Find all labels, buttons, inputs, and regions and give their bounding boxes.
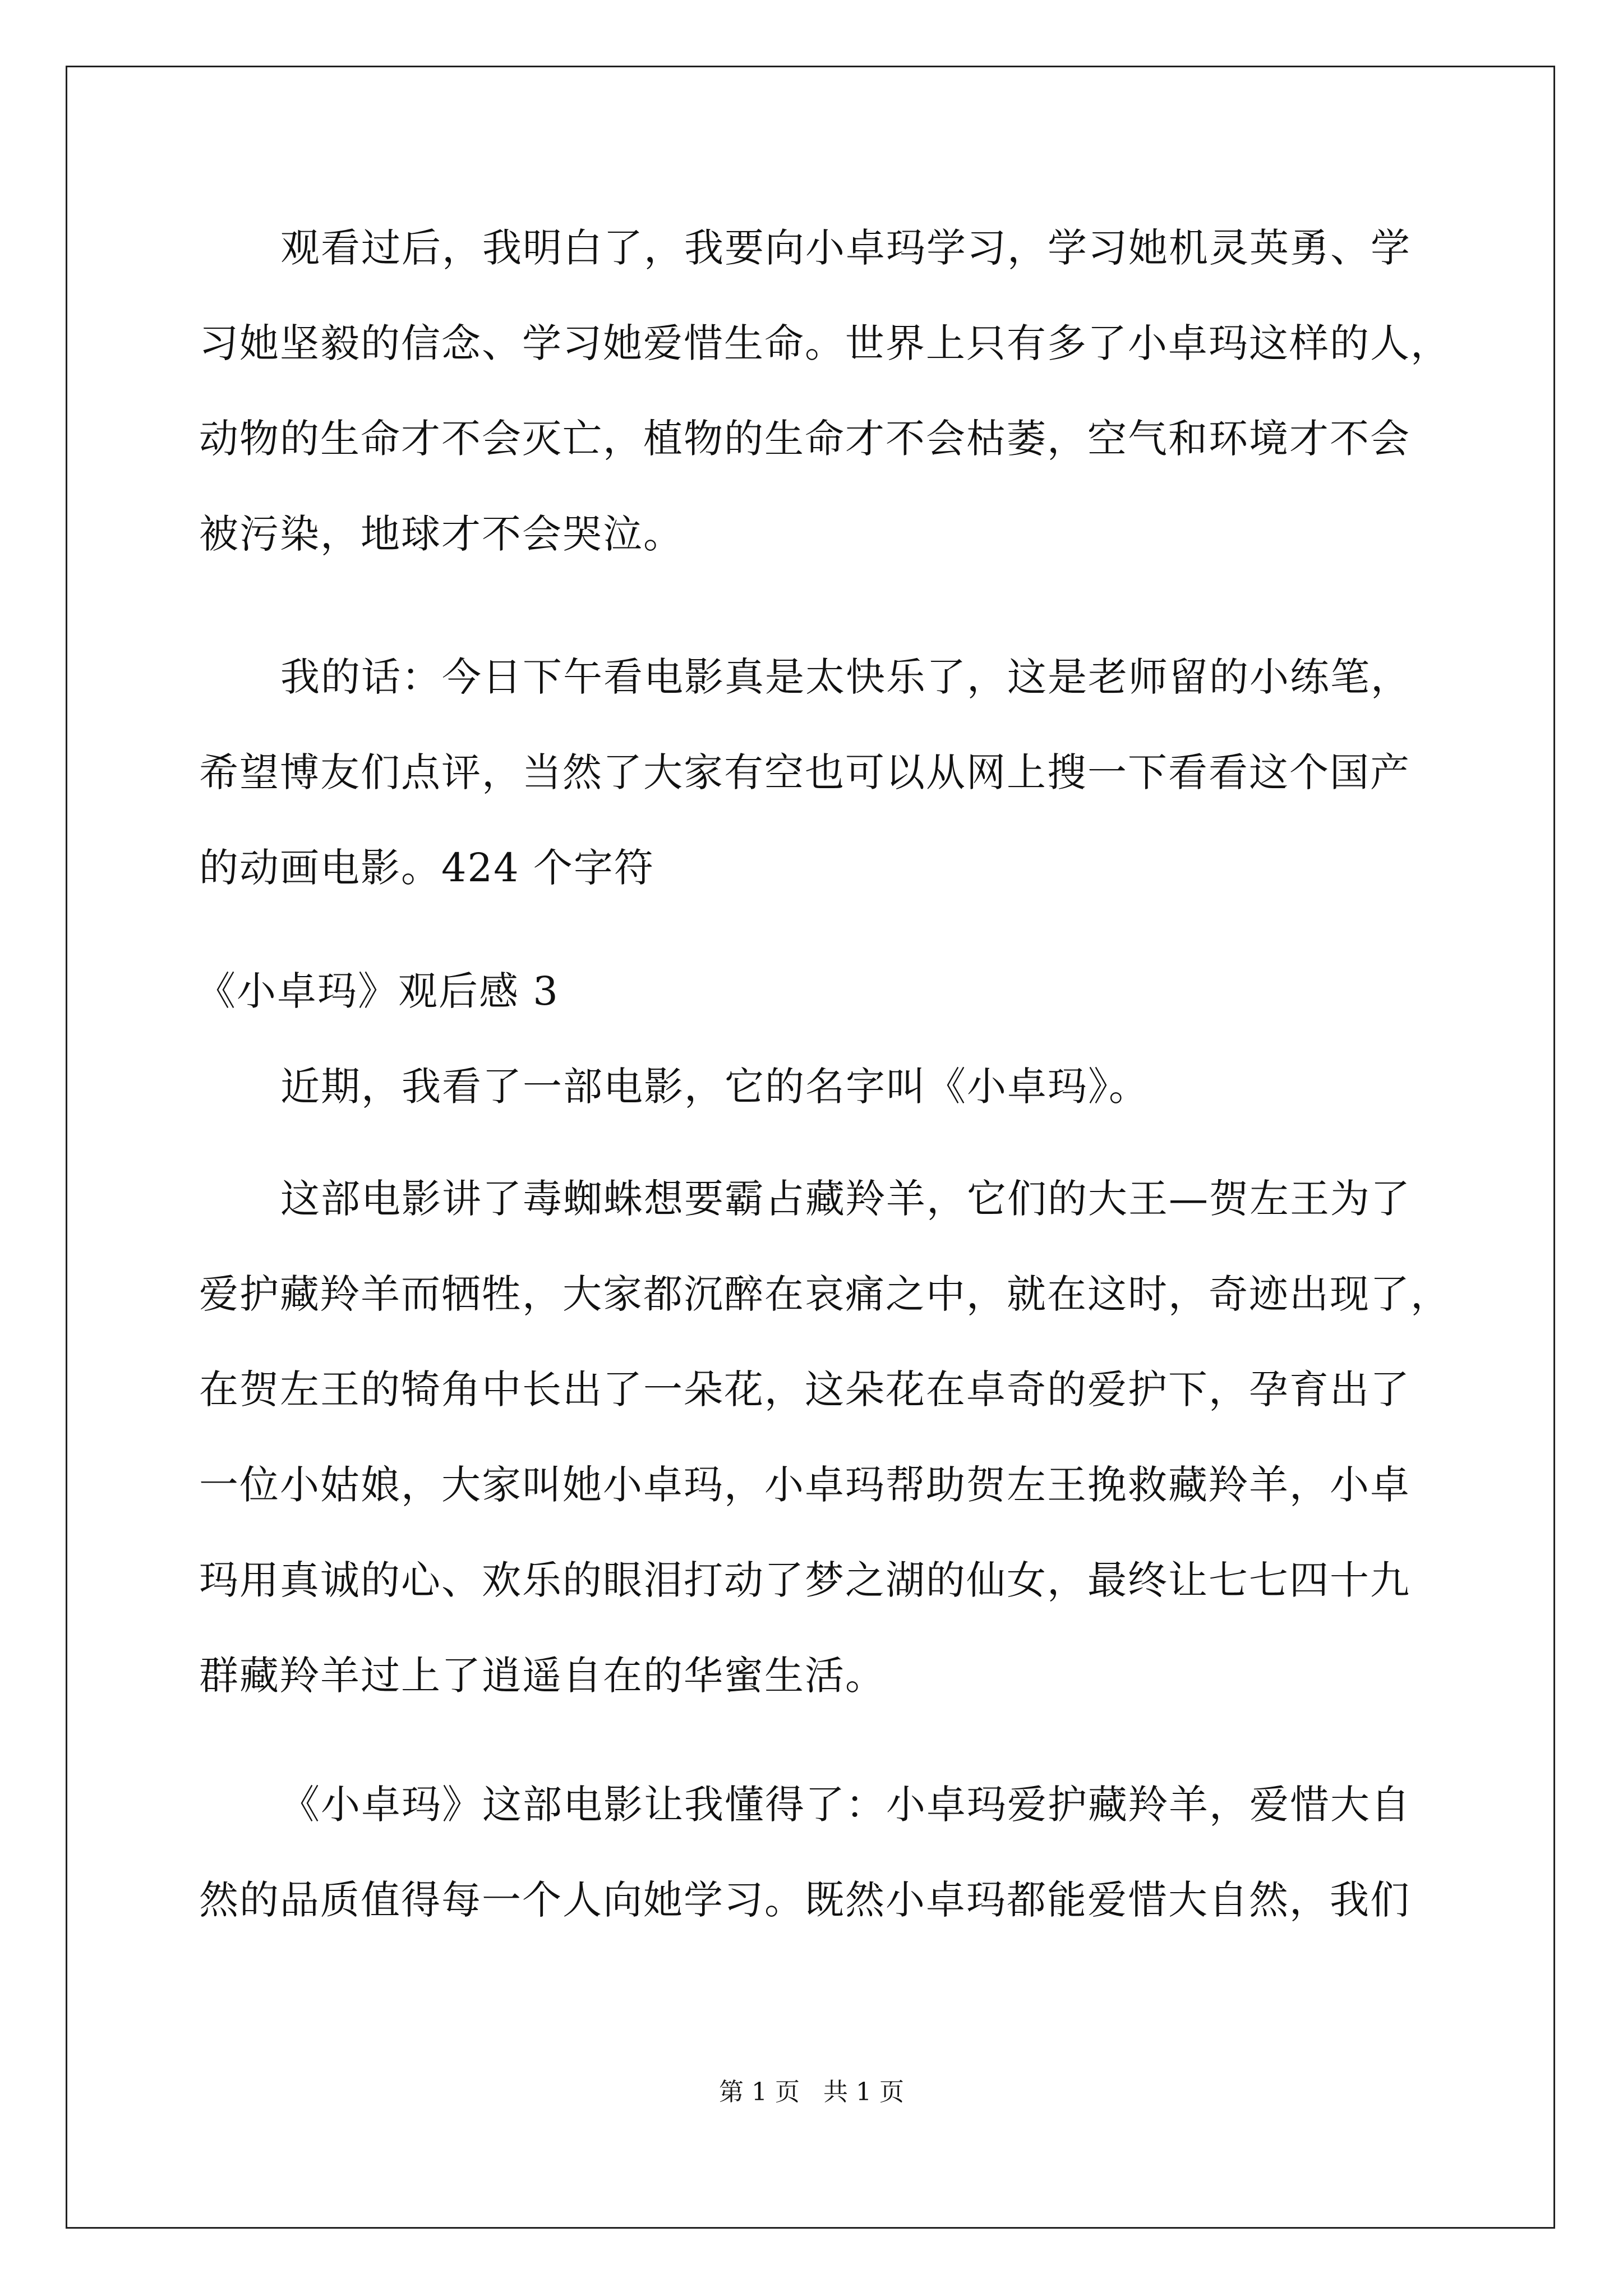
body-line: 希望博友们点评，当然了大家有空也可以从网上搜一下看看这个国产 bbox=[199, 749, 1410, 795]
body-line: 这部电影讲了毒蜘蛛想要霸占藏羚羊，它们的大王—贺左王为了 bbox=[280, 1176, 1411, 1222]
body-line: 《小卓玛》这部电影让我懂得了：小卓玛爱护藏羚羊，爱惜大自 bbox=[280, 1782, 1411, 1828]
body-line: 在贺左王的犄角中长出了一朵花，这朵花在卓奇的爱护下，孕育出了 bbox=[199, 1366, 1410, 1412]
body-line: 动物的生命才不会灭亡，植物的生命才不会枯萎，空气和环境才不会 bbox=[199, 416, 1410, 462]
body-line: 我的话：今日下午看电影真是太快乐了，这是老师留的小练笔， bbox=[280, 654, 1411, 700]
body-line: 一位小姑娘，大家叫她小卓玛，小卓玛帮助贺左王挽救藏羚羊，小卓 bbox=[199, 1462, 1410, 1508]
body-line: 爱护藏羚羊而牺牲，大家都沉醉在哀痛之中，就在这时，奇迹出现了， bbox=[199, 1271, 1451, 1317]
body-line: 观看过后，我明白了，我要向小卓玛学习，学习她机灵英勇、学 bbox=[280, 225, 1411, 271]
page-footer: 第 1 页 共 1 页 bbox=[719, 2078, 904, 2106]
body-line: 群藏羚羊过上了逍遥自在的华蜜生活。 bbox=[199, 1653, 886, 1699]
section-heading: 《小卓玛》观后感 3 bbox=[196, 968, 559, 1014]
body-line: 被污染，地球才不会哭泣。 bbox=[199, 511, 684, 557]
body-line: 习她坚毅的信念、学习她爱惜生命。世界上只有多了小卓玛这样的人， bbox=[199, 320, 1451, 366]
body-line: 的动画电影。424 个字符 bbox=[199, 845, 654, 891]
body-line: 然的品质值得每一个人向她学习。既然小卓玛都能爱惜大自然，我们 bbox=[199, 1877, 1410, 1923]
body-line: 近期，我看了一部电影，它的名字叫《小卓玛》。 bbox=[280, 1064, 1149, 1110]
body-line: 玛用真诚的心、欢乐的眼泪打动了梦之湖的仙女，最终让七七四十九 bbox=[199, 1557, 1410, 1603]
